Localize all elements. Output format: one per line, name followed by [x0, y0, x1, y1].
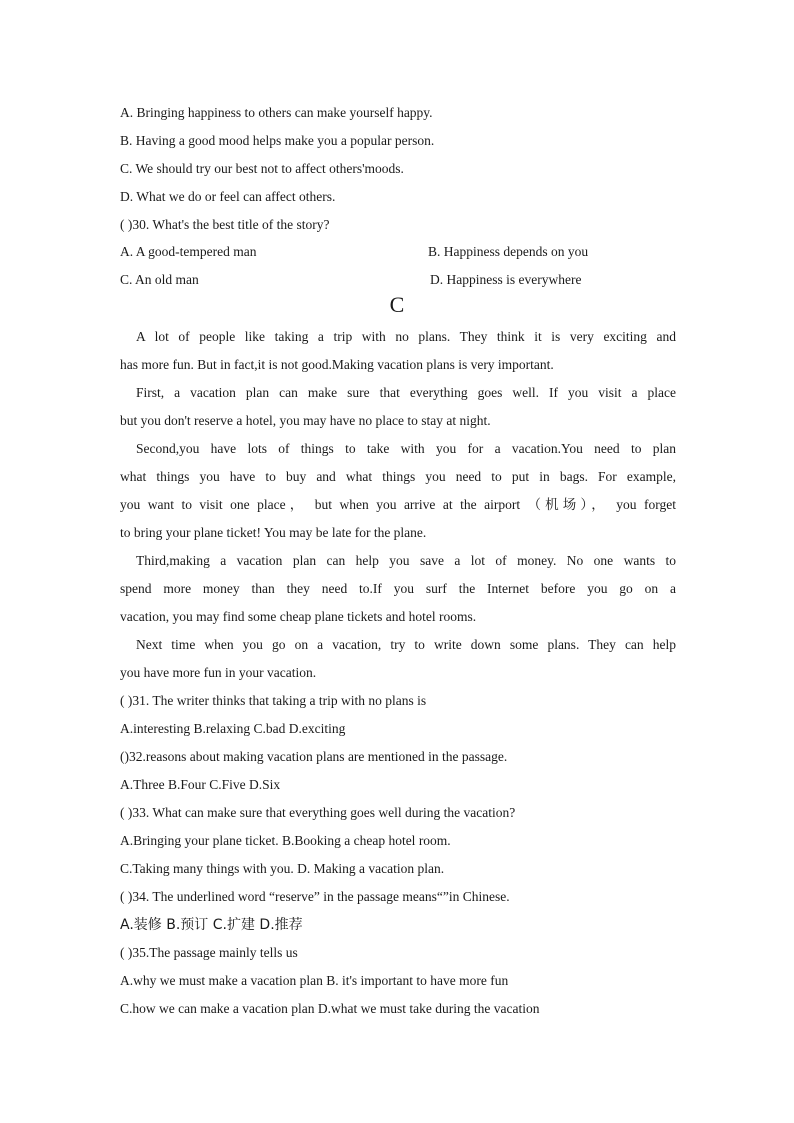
- q29-option-d: D. What we do or feel can affect others.: [120, 189, 336, 204]
- passage-p4-line1: Third,making a vacation plan can help you save a lot of money. No one wants to: [136, 553, 676, 568]
- q30-option-d: D. Happiness is everywhere: [430, 272, 582, 287]
- q30-option-b: B. Happiness depends on you: [428, 244, 589, 259]
- section-heading: C: [389, 292, 405, 317]
- passage-p1-line2: has more fun. But in fact,it is not good.Making vacation plans is very important.: [120, 357, 554, 372]
- q29-option-b: B. Having a good mood helps make you a popular person.: [120, 133, 435, 148]
- passage-p4-line3: vacation, you may find some cheap plane tickets and hotel rooms.: [120, 609, 477, 624]
- q33-options-line1: A.Bringing your plane ticket. B.Booking a cheap hotel room.: [120, 833, 451, 848]
- q29-option-a: A. Bringing happiness to others can make yourself happy.: [120, 105, 433, 120]
- q29-option-c: C. We should try our best not to affect others'moods.: [120, 161, 404, 176]
- q30-option-c: C. An old man: [120, 272, 199, 287]
- q32-stem: ()32.reasons about making vacation plans are mentioned in the passage.: [120, 749, 508, 764]
- q34-options: A.装修 B.预订 C.扩建 D.推荐: [120, 917, 303, 933]
- q30-option-a: A. A good-tempered man: [120, 244, 257, 259]
- q32-options: A.Three B.Four C.Five D.Six: [120, 777, 281, 792]
- passage-p3-line4: to bring your plane ticket! You may be late for the plane.: [120, 525, 427, 540]
- passage-p1-line1: A lot of people like taking a trip with no plans. They think it is very exciting and: [136, 329, 676, 344]
- passage-p2-line2: but you don't reserve a hotel, you may have no place to stay at night.: [120, 413, 491, 428]
- q31-stem: ( )31. The writer thinks that taking a trip with no plans is: [120, 693, 427, 708]
- q34-stem: ( )34. The underlined word “reserve” in the passage means“”in Chinese.: [120, 889, 510, 904]
- passage-p4-line2: spend more money than they need to.If you surf the Internet before you go on a: [120, 581, 676, 596]
- passage-p3-line2: what things you have to buy and what things you need to put in bags. For example,: [120, 469, 676, 484]
- q35-options-line1: A.why we must make a vacation plan B. it's important to have more fun: [120, 973, 509, 988]
- passage-p5-line1: Next time when you go on a vacation, try to write down some plans. They can help: [136, 637, 676, 652]
- q35-stem: ( )35.The passage mainly tells us: [120, 945, 298, 960]
- q33-stem: ( )33. What can make sure that everything goes well during the vacation?: [120, 805, 516, 820]
- passage-p2-line1: First, a vacation plan can make sure that everything goes well. If you visit a place: [136, 385, 676, 400]
- passage-p5-line2: you have more fun in your vacation.: [120, 665, 317, 680]
- passage-p3-line1: Second,you have lots of things to take with you for a vacation.You need to plan: [136, 441, 676, 456]
- q31-options: A.interesting B.relaxing C.bad D.exciting: [120, 721, 346, 736]
- q35-options-line2: C.how we can make a vacation plan D.what we must take during the vacation: [120, 1001, 540, 1016]
- q33-options-line2: C.Taking many things with you. D. Making a vacation plan.: [120, 861, 445, 876]
- q30-stem: ( )30. What's the best title of the story?: [120, 217, 330, 232]
- passage-p3-line3: you want to visit one place， but when you arrive at the airport （机场）， you forget: [120, 497, 676, 512]
